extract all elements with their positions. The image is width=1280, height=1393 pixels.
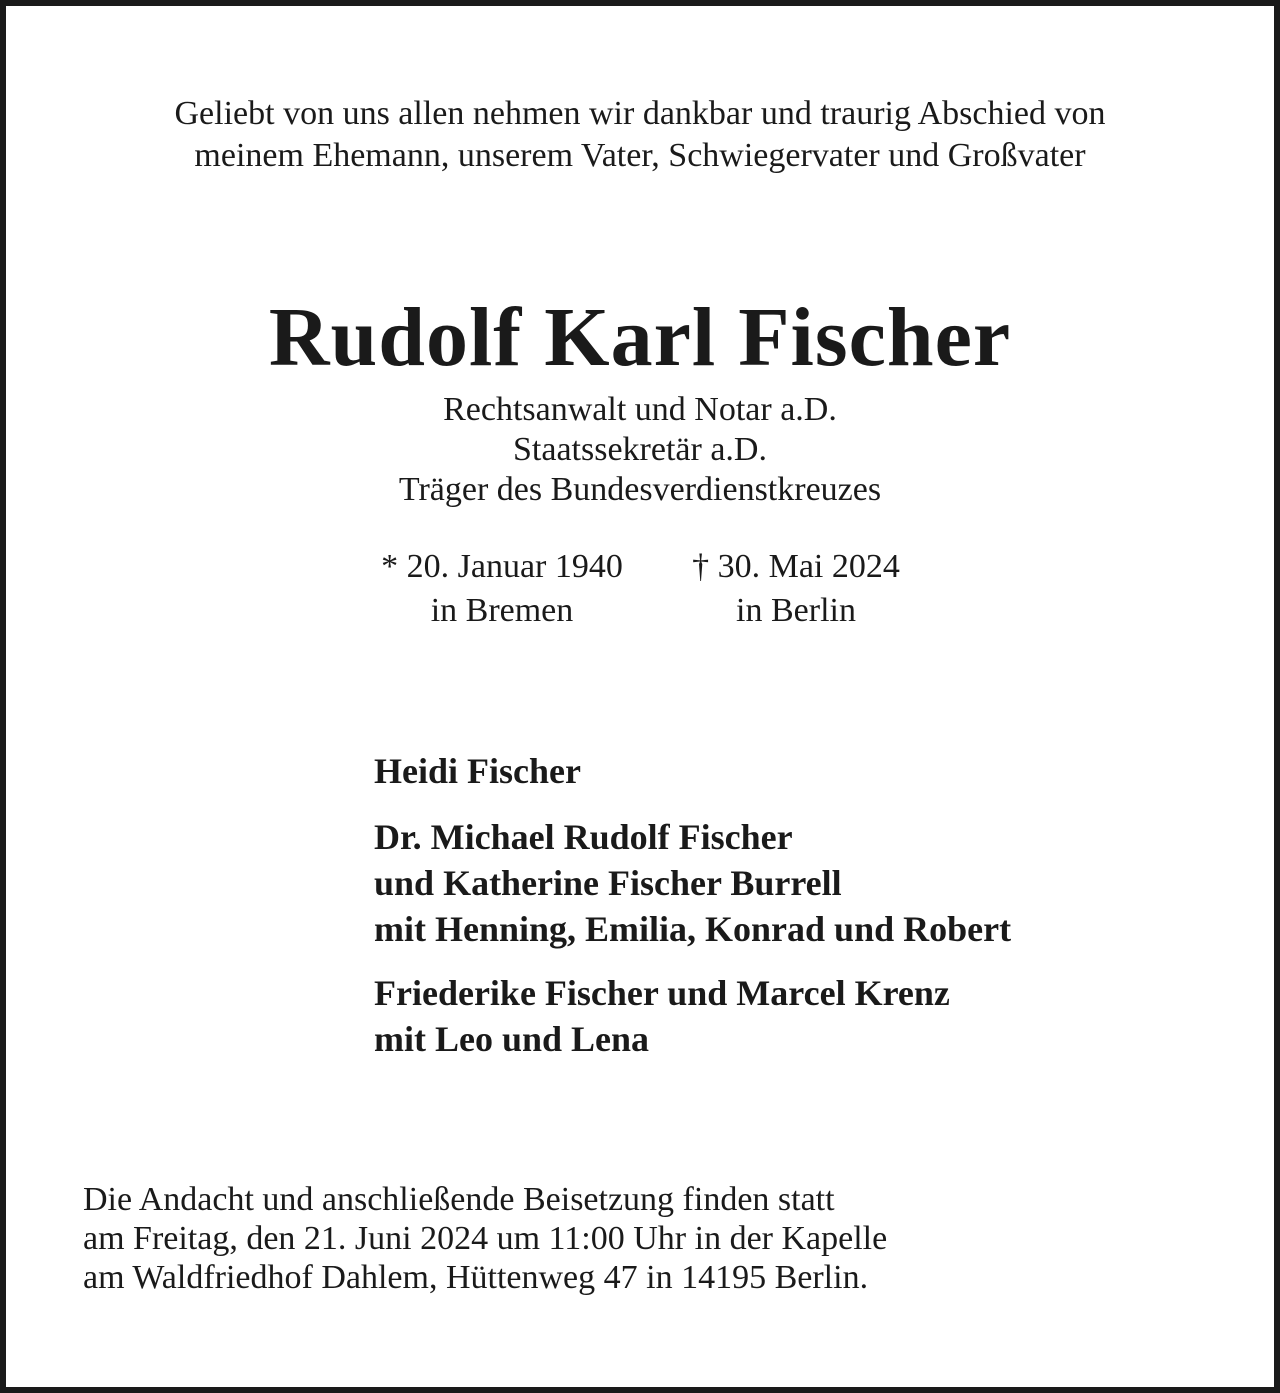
title-line: Staatssekretär a.D. (513, 431, 767, 468)
birth-date: * 20. Januar 1940 (381, 548, 623, 585)
intro-text (0, 93, 1280, 177)
service-line: Die Andacht und anschließende Beisetzung finden statt (83, 1181, 835, 1218)
death-date: † 30. Mai 2024 (692, 548, 900, 585)
service-line: am Freitag, den 21. Juni 2024 um 11:00 Uhr in der Kapelle (83, 1220, 888, 1257)
deceased-titles (0, 390, 1280, 510)
family-group-son (374, 814, 1254, 952)
service-info (83, 1180, 1183, 1297)
family-line: und Katherine Fischer Burrell (374, 863, 842, 903)
birth-info (362, 545, 642, 633)
intro-line: Geliebt von uns allen nehmen wir dankbar und traurig Abschied von (174, 95, 1106, 132)
family-line: mit Leo und Lena (374, 1019, 650, 1059)
family-line: Heidi Fischer (374, 751, 581, 791)
title-line: Träger des Bundesverdienstkreuzes (398, 471, 882, 508)
intro-line: meinem Ehemann, unserem Vater, Schwiegervater und Großvater (194, 137, 1086, 174)
family-line: Dr. Michael Rudolf Fischer (374, 817, 793, 857)
death-place: in Berlin (736, 592, 856, 629)
service-line: am Waldfriedhof Dahlem, Hüttenweg 47 in 14195 Berlin. (83, 1259, 869, 1296)
death-info (676, 545, 916, 633)
family-group-spouse (374, 748, 1254, 794)
family-list (374, 748, 1254, 1080)
family-group-daughter (374, 970, 1254, 1062)
family-line: Friederike Fischer und Marcel Krenz (374, 973, 950, 1013)
family-line: mit Henning, Emilia, Konrad und Robert (374, 909, 1012, 949)
title-line: Rechtsanwalt und Notar a.D. (443, 391, 837, 428)
deceased-name: Rudolf Karl Fischer (268, 291, 1012, 384)
birth-place: in Bremen (430, 592, 574, 629)
